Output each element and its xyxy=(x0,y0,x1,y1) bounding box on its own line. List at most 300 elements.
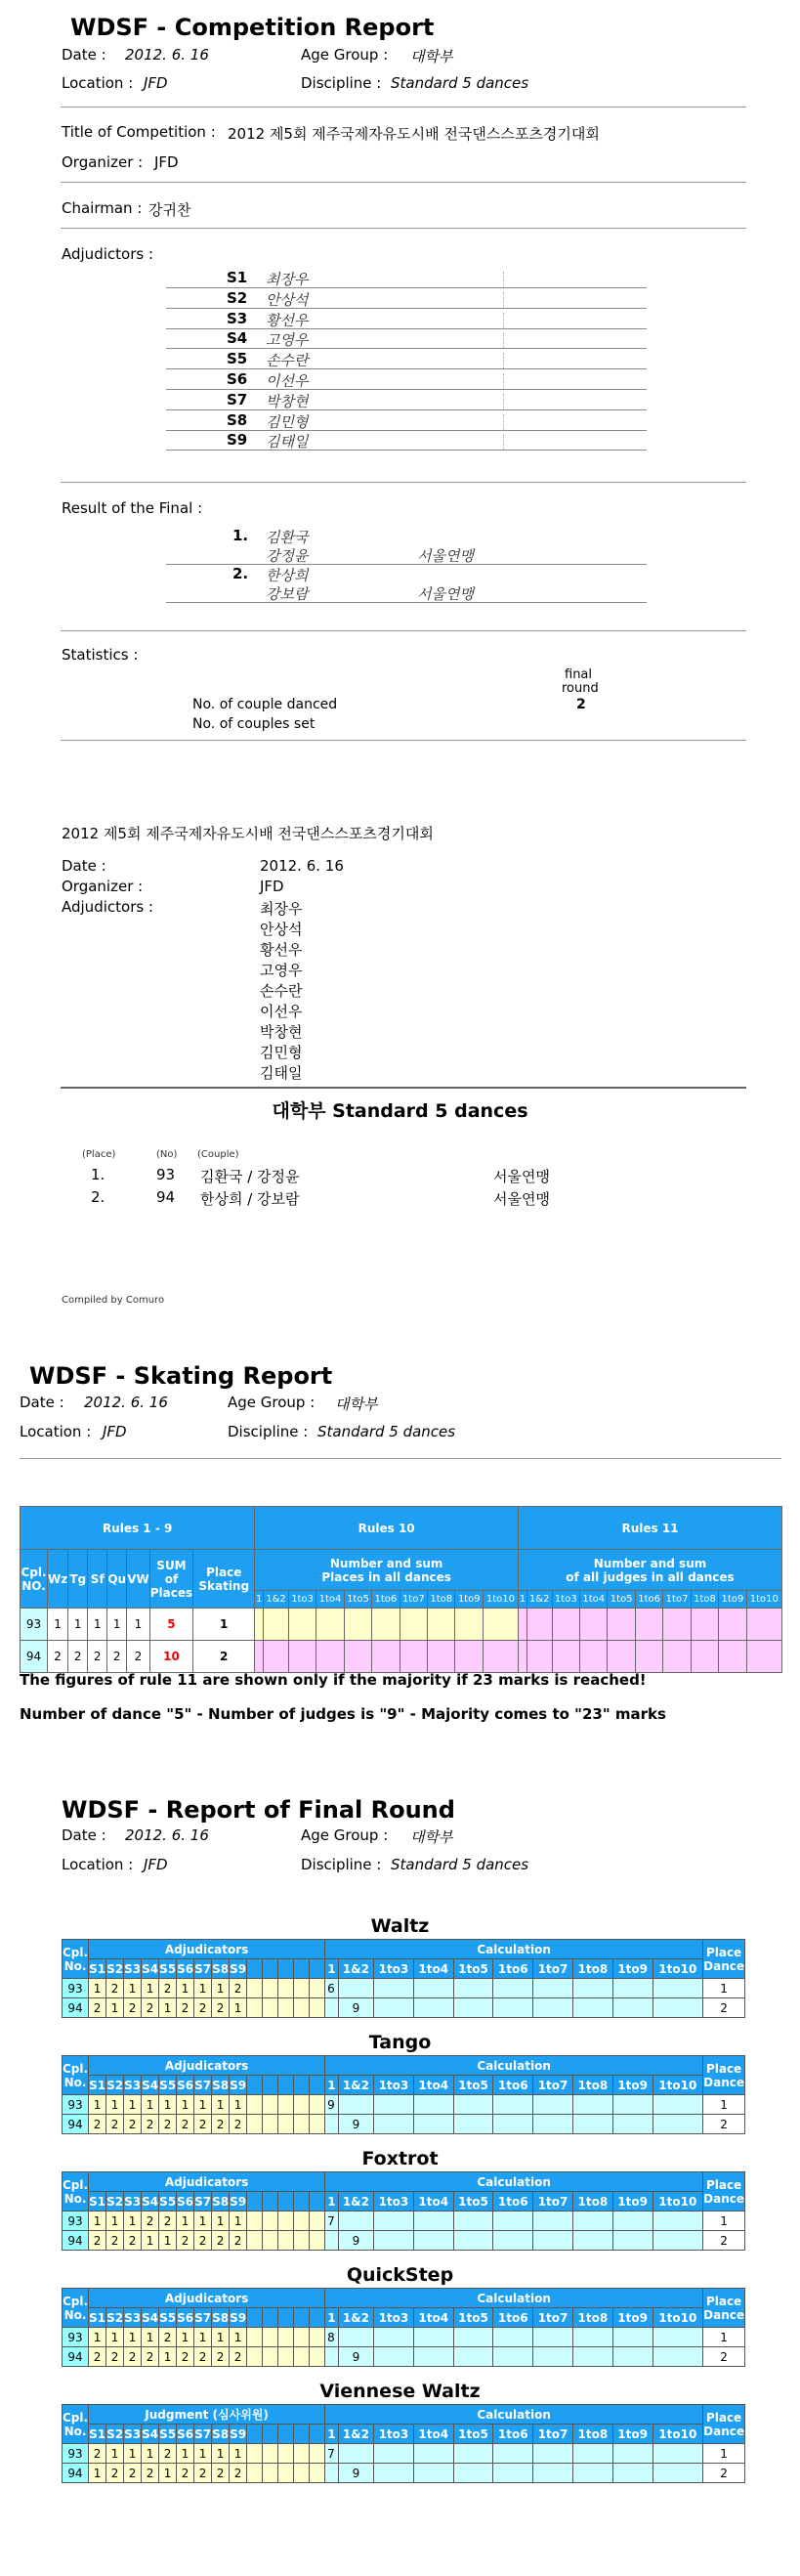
judge-mark: 2 xyxy=(124,2347,142,2367)
calc-col-header: 1to8 xyxy=(691,1591,718,1609)
adjudicators-label: Adjudictors : xyxy=(62,245,153,263)
adjudicator-name: 이선우 xyxy=(266,372,309,390)
calc-cell xyxy=(453,2328,493,2347)
divider xyxy=(61,740,746,741)
organizer-label: Organizer : xyxy=(62,153,144,171)
judge-mark: 1 xyxy=(142,2444,159,2464)
sk-discipline-label: Discipline : xyxy=(228,1423,309,1440)
calc-cell xyxy=(653,2115,703,2134)
rule11-cell xyxy=(663,1641,691,1673)
empty-mark xyxy=(294,2347,310,2367)
judge-mark: 2 xyxy=(142,1998,159,2018)
divider xyxy=(503,414,504,430)
result-club: 서울연맹 xyxy=(417,547,474,565)
place-dance: 1 xyxy=(703,2444,745,2464)
sum-of-places: 5 xyxy=(149,1609,192,1641)
rule11-cell xyxy=(691,1609,718,1641)
adjudicator-name: 황선우 xyxy=(266,311,309,329)
calc-cell xyxy=(653,2444,703,2464)
calc-col-header: 1to4 xyxy=(316,1591,344,1609)
organizer-value: JFD xyxy=(154,153,179,171)
judge-mark: 2 xyxy=(159,2444,177,2464)
judge-mark: 2 xyxy=(177,2347,194,2367)
judge-mark: 2 xyxy=(124,2115,142,2134)
rule10-cell xyxy=(400,1641,427,1673)
judge-mark: 2 xyxy=(106,2347,124,2367)
judge-col-header: S5 xyxy=(159,2076,177,2095)
dance-title: QuickStep xyxy=(346,2264,454,2286)
adjudicator-code: S4 xyxy=(227,329,248,348)
table-row xyxy=(63,2095,745,2115)
table-header-row xyxy=(63,2289,745,2308)
empty-mark xyxy=(263,2231,278,2251)
skating-report-title: WDSF - Skating Report xyxy=(29,1362,333,1390)
calc-cell xyxy=(653,2095,703,2115)
calc-col-header: 1to5 xyxy=(453,2076,493,2095)
table-header-row xyxy=(63,1959,745,1979)
calculation-header: Calculation xyxy=(325,1940,703,1959)
calc-cell xyxy=(572,2347,612,2367)
empty-judge-col xyxy=(310,2308,325,2328)
calc-cell xyxy=(653,1998,703,2018)
judge-mark: 1 xyxy=(142,2095,159,2115)
judge-col-header: S7 xyxy=(194,2076,212,2095)
calc-cell xyxy=(453,2347,493,2367)
calc-col-header: 1to6 xyxy=(493,2076,533,2095)
empty-judge-col xyxy=(263,2076,278,2095)
empty-mark xyxy=(263,2115,278,2134)
dance-place: 1 xyxy=(127,1609,150,1641)
calc-cell xyxy=(493,2444,533,2464)
calc-cell xyxy=(374,1998,414,2018)
rule11-cell xyxy=(519,1609,527,1641)
adjudicator-name: 김태일 xyxy=(266,433,309,451)
final-round-table xyxy=(62,2288,745,2367)
calc-cell xyxy=(612,2464,653,2483)
rule11-cell xyxy=(519,1641,527,1673)
calculation-header: Calculation xyxy=(325,2172,703,2192)
judge-mark: 2 xyxy=(230,1979,247,1998)
calc-1 xyxy=(325,2115,339,2134)
calc-cell xyxy=(612,2444,653,2464)
table-row xyxy=(63,2231,745,2251)
judge-col-header: S7 xyxy=(194,1959,212,1979)
calc-cell xyxy=(533,2095,573,2115)
cpl-header: Cpl. No. xyxy=(63,2172,89,2211)
summary-couple: 한상희 / 강보람 xyxy=(200,1190,300,1208)
judge-mark: 2 xyxy=(194,2464,212,2483)
final-label: final xyxy=(565,667,593,682)
table-row xyxy=(63,1979,745,1998)
empty-mark xyxy=(247,2211,263,2231)
calc-cell xyxy=(413,2095,453,2115)
judge-mark: 2 xyxy=(230,2115,247,2134)
judge-mark: 2 xyxy=(212,1998,230,2018)
divider xyxy=(61,228,746,229)
calc-1: 6 xyxy=(325,1979,339,1998)
empty-mark xyxy=(263,2211,278,2231)
adjudicator-code: S1 xyxy=(227,269,248,286)
judge-mark: 2 xyxy=(212,2115,230,2134)
judge-mark: 2 xyxy=(106,1979,124,1998)
calc-1: 8 xyxy=(325,2328,339,2347)
judge-col-header: S2 xyxy=(106,2192,124,2211)
adjudicator-name: 손수란 xyxy=(266,352,309,370)
judge-mark: 1 xyxy=(89,2464,106,2483)
calc-1and2 xyxy=(338,2444,373,2464)
couples-danced-value: 2 xyxy=(576,697,586,712)
judge-mark: 1 xyxy=(177,2444,194,2464)
calc-col-header: 1to5 xyxy=(344,1591,371,1609)
adjudicator-code: S7 xyxy=(227,390,248,408)
judge-mark: 1 xyxy=(194,1979,212,1998)
calc-col-header: 1to4 xyxy=(413,2192,453,2211)
summary-number: 94 xyxy=(156,1188,176,1206)
calc-col-header: 1to3 xyxy=(374,2076,414,2095)
empty-mark xyxy=(310,2095,325,2115)
cpl-number: 93 xyxy=(63,2444,89,2464)
rules-10-header: Rules 10 xyxy=(255,1507,519,1550)
judge-mark: 1 xyxy=(89,2328,106,2347)
judge-mark: 1 xyxy=(212,2211,230,2231)
adjudicators-header: Judgment (심사위원) xyxy=(89,2405,325,2425)
fr-date-value: 2012. 6. 16 xyxy=(125,1826,209,1844)
result-partner: 강보람 xyxy=(266,585,309,603)
empty-mark xyxy=(263,1979,278,1998)
cpl-number: 94 xyxy=(63,1998,89,2018)
adjudicator-name: 고영우 xyxy=(266,331,309,350)
cpl-header: Cpl. NO. xyxy=(21,1550,48,1609)
judge-col-header: S9 xyxy=(230,2308,247,2328)
empty-judge-col xyxy=(294,2076,310,2095)
judge-col-header: S1 xyxy=(89,2192,106,2211)
calc-1and2: 9 xyxy=(338,2115,373,2134)
table-row xyxy=(63,2211,745,2231)
calc-col-header: 1 xyxy=(325,2308,339,2328)
calc-cell xyxy=(413,1979,453,1998)
calc-cell xyxy=(572,2231,612,2251)
calc-col-header: 1&2 xyxy=(338,2192,373,2211)
empty-mark xyxy=(294,1998,310,2018)
calc-cell xyxy=(374,2464,414,2483)
judge-mark: 2 xyxy=(177,1998,194,2018)
cpl-header: Cpl. No. xyxy=(63,2056,89,2095)
empty-judge-col xyxy=(310,2425,325,2444)
sk-location-value: JFD xyxy=(103,1423,127,1440)
calc-col-header: 1to6 xyxy=(493,1959,533,1979)
calc-col-header: 1to8 xyxy=(572,1959,612,1979)
calc-cell xyxy=(453,1998,493,2018)
place-dance: 1 xyxy=(703,2095,745,2115)
dance-place: 1 xyxy=(68,1609,88,1641)
judge-col-header: S6 xyxy=(177,2192,194,2211)
cpl-number: 93 xyxy=(21,1609,48,1641)
calc-cell xyxy=(493,2211,533,2231)
table-header-row xyxy=(63,1940,745,1959)
calc-1and2 xyxy=(338,2328,373,2347)
adjudicator-row xyxy=(166,309,647,329)
calc-col-header: 1to3 xyxy=(374,2192,414,2211)
judge-mark: 1 xyxy=(106,1998,124,2018)
adjudicator-row xyxy=(166,268,647,288)
calc-1 xyxy=(325,2347,339,2367)
empty-judge-col xyxy=(310,2192,325,2211)
adjudicator-name: 김민형 xyxy=(266,412,309,431)
calc-cell xyxy=(533,2347,573,2367)
judge-mark: 1 xyxy=(194,2444,212,2464)
place-dance-header: Place Dance xyxy=(703,2405,745,2444)
empty-judge-col xyxy=(310,1959,325,1979)
calc-cell xyxy=(533,2115,573,2134)
empty-mark xyxy=(310,2211,325,2231)
age-group-label: Age Group : xyxy=(301,46,389,64)
calc-col-header: 1to4 xyxy=(413,1959,453,1979)
judge-mark: 1 xyxy=(230,1998,247,2018)
empty-mark xyxy=(278,2347,294,2367)
judge-mark: 1 xyxy=(124,2328,142,2347)
table-row xyxy=(21,1641,782,1673)
calc-cell xyxy=(612,1998,653,2018)
empty-judge-col xyxy=(278,2076,294,2095)
place-dance: 2 xyxy=(703,2231,745,2251)
calc-1: 7 xyxy=(325,2211,339,2231)
calc-col-header: 1&2 xyxy=(338,1959,373,1979)
calc-col-header: 1to7 xyxy=(400,1591,427,1609)
judge-col-header: S4 xyxy=(142,2076,159,2095)
adjudicator-name: 최장우 xyxy=(266,271,309,288)
judge-col-header: S8 xyxy=(212,2076,230,2095)
judge-mark: 2 xyxy=(89,2115,106,2134)
calc-cell xyxy=(374,2095,414,2115)
calc-col-header: 1to8 xyxy=(572,2076,612,2095)
empty-mark xyxy=(247,2347,263,2367)
place-skating-header: Place Skating xyxy=(193,1550,255,1609)
calc-cell xyxy=(413,2347,453,2367)
rule11-cell xyxy=(580,1641,608,1673)
empty-mark xyxy=(263,2347,278,2367)
empty-mark xyxy=(247,2328,263,2347)
calc-cell xyxy=(612,1979,653,1998)
summary-event-title: 대학부 Standard 5 dances xyxy=(272,1100,528,1122)
judge-mark: 2 xyxy=(142,2115,159,2134)
judge-mark: 2 xyxy=(159,1979,177,1998)
cpl-header: Cpl. No. xyxy=(63,2405,89,2444)
divider xyxy=(61,182,746,183)
competition-report-title: WDSF - Competition Report xyxy=(70,14,435,41)
rule11-cell xyxy=(608,1609,635,1641)
dance-place: 1 xyxy=(107,1609,127,1641)
summary-organizer-label: Organizer : xyxy=(62,878,144,895)
empty-mark xyxy=(278,2095,294,2115)
calc-col-header: 1to5 xyxy=(453,2192,493,2211)
calculation-header: Calculation xyxy=(325,2056,703,2076)
calc-cell xyxy=(653,2347,703,2367)
result-partner: 김환국 xyxy=(266,529,309,546)
dance-place: 1 xyxy=(48,1609,68,1641)
rule10-cell xyxy=(255,1609,264,1641)
judge-mark: 1 xyxy=(159,2464,177,2483)
summary-date-value: 2012. 6. 16 xyxy=(260,857,344,875)
age-group-value: 대학부 xyxy=(410,48,453,65)
judge-mark: 2 xyxy=(230,2347,247,2367)
calc-cell xyxy=(572,2095,612,2115)
summary-number: 93 xyxy=(156,1166,176,1183)
table-row xyxy=(63,2464,745,2483)
place-dance: 2 xyxy=(703,2347,745,2367)
dance-place: 2 xyxy=(127,1641,150,1673)
summary-comp-title: 2012 제5회 제주국제자유도시배 전국댄스스포츠경기대회 xyxy=(62,825,434,842)
calc-cell xyxy=(493,1979,533,1998)
judge-mark: 2 xyxy=(194,1998,212,2018)
calc-col-header: 1to7 xyxy=(533,1959,573,1979)
place-dance: 2 xyxy=(703,2115,745,2134)
empty-mark xyxy=(247,2115,263,2134)
rule11-cell xyxy=(691,1641,718,1673)
empty-mark xyxy=(263,2464,278,2483)
judge-mark: 2 xyxy=(212,2231,230,2251)
calc-col-header: 1to6 xyxy=(635,1591,662,1609)
calc-1and2: 9 xyxy=(338,2347,373,2367)
rule10-cell xyxy=(428,1609,455,1641)
calc-cell xyxy=(653,1979,703,1998)
calc-col-header: 1to8 xyxy=(572,2425,612,2444)
place-dance-header: Place Dance xyxy=(703,2172,745,2211)
judge-col-header: S2 xyxy=(106,2425,124,2444)
sum-header: SUM of Places xyxy=(149,1550,192,1609)
table-header-row xyxy=(63,2192,745,2211)
summary-adjudicator-name: 안상석 xyxy=(260,921,303,938)
rule10-cell xyxy=(344,1641,371,1673)
empty-mark xyxy=(310,1998,325,2018)
sk-discipline-value: Standard 5 dances xyxy=(317,1423,456,1440)
calc-cell xyxy=(533,2231,573,2251)
empty-mark xyxy=(247,2231,263,2251)
discipline-label: Discipline : xyxy=(301,74,382,92)
calc-col-header: 1to5 xyxy=(453,2308,493,2328)
summary-place: 1. xyxy=(91,1166,105,1183)
result-club: 서울연맹 xyxy=(417,585,474,603)
calc-cell xyxy=(493,2464,533,2483)
judge-mark: 2 xyxy=(194,2347,212,2367)
final-round-table xyxy=(62,2171,745,2251)
rule10-cell xyxy=(483,1641,518,1673)
calc-cell xyxy=(533,2328,573,2347)
calc-cell xyxy=(453,2231,493,2251)
calc-cell xyxy=(653,2464,703,2483)
cpl-number: 93 xyxy=(63,1979,89,1998)
dance-title: Tango xyxy=(368,2032,432,2053)
calculation-header: Calculation xyxy=(325,2405,703,2425)
judge-mark: 1 xyxy=(177,2328,194,2347)
calc-col-header: 1to4 xyxy=(413,2076,453,2095)
empty-judge-col xyxy=(278,2425,294,2444)
result-partner: 강정윤 xyxy=(266,547,309,565)
judge-mark: 2 xyxy=(89,1998,106,2018)
judge-col-header: S6 xyxy=(177,1959,194,1979)
adjudicators-header: Adjudicators xyxy=(89,2056,325,2076)
judge-mark: 2 xyxy=(177,2115,194,2134)
cpl-number: 94 xyxy=(63,2115,89,2134)
calc-cell xyxy=(413,2115,453,2134)
dance-col-header: Sf xyxy=(88,1550,107,1609)
rule11-cell xyxy=(526,1609,552,1641)
dance-col-header: Qu xyxy=(107,1550,127,1609)
judge-col-header: S8 xyxy=(212,1959,230,1979)
judge-mark: 1 xyxy=(89,2095,106,2115)
judge-col-header: S1 xyxy=(89,2425,106,2444)
judge-mark: 2 xyxy=(177,2464,194,2483)
calc-col-header: 1to5 xyxy=(453,1959,493,1979)
adjudicator-code: S6 xyxy=(227,370,248,388)
place-skating: 2 xyxy=(193,1641,255,1673)
rules-10-sub2: Places in all dances xyxy=(321,1569,451,1584)
divider xyxy=(503,313,504,328)
judge-col-header: S7 xyxy=(194,2192,212,2211)
divider xyxy=(61,482,746,483)
sk-age-value: 대학부 xyxy=(335,1395,378,1413)
judge-mark: 2 xyxy=(89,2347,106,2367)
cpl-number: 93 xyxy=(63,2095,89,2115)
calc-col-header: 1to6 xyxy=(493,2192,533,2211)
location-value: JFD xyxy=(144,74,168,92)
rule11-cell xyxy=(552,1609,579,1641)
summary-club: 서울연맹 xyxy=(493,1168,550,1185)
judge-mark: 2 xyxy=(142,2464,159,2483)
calc-1and2 xyxy=(338,2211,373,2231)
final-round-title: WDSF - Report of Final Round xyxy=(62,1796,455,1824)
empty-mark xyxy=(278,2328,294,2347)
calc-col-header: 1to6 xyxy=(493,2308,533,2328)
calc-cell xyxy=(612,2211,653,2231)
divider xyxy=(166,602,647,603)
calc-cell xyxy=(374,2444,414,2464)
calc-col-header: 1to5 xyxy=(453,2425,493,2444)
calc-cell xyxy=(533,1998,573,2018)
summary-organizer-value: JFD xyxy=(260,878,284,895)
rule11-cell xyxy=(608,1641,635,1673)
couples-danced-label: No. of couple danced xyxy=(192,697,338,712)
judge-mark: 1 xyxy=(177,2095,194,2115)
rule10-cell xyxy=(255,1641,264,1673)
calc-1 xyxy=(325,1998,339,2018)
divider xyxy=(503,353,504,368)
calc-1and2 xyxy=(338,2095,373,2115)
summary-place: 2. xyxy=(91,1188,105,1206)
calc-col-header: 1to3 xyxy=(552,1591,579,1609)
calc-col-header: 1&2 xyxy=(338,2076,373,2095)
rules-11-sub1: Number and sum xyxy=(593,1556,707,1570)
judge-col-header: S2 xyxy=(106,2308,124,2328)
rule11-cell xyxy=(663,1609,691,1641)
calc-col-header: 1 xyxy=(325,1959,339,1979)
adjudicator-code: S2 xyxy=(227,288,248,307)
judge-mark: 1 xyxy=(159,2347,177,2367)
table-row xyxy=(63,2444,745,2464)
divider xyxy=(61,630,746,631)
judge-mark: 1 xyxy=(106,2095,124,2115)
divider xyxy=(503,373,504,389)
judge-mark: 1 xyxy=(142,2231,159,2251)
judge-mark: 1 xyxy=(142,2328,159,2347)
calc-cell xyxy=(413,2464,453,2483)
rules-11-sub2: of all judges in all dances xyxy=(566,1569,735,1584)
dance-title: Waltz xyxy=(370,1915,430,1937)
calc-cell xyxy=(493,2231,533,2251)
calc-cell xyxy=(413,2231,453,2251)
rules-11-header: Rules 11 xyxy=(519,1507,782,1550)
empty-judge-col xyxy=(294,2308,310,2328)
summary-club: 서울연맹 xyxy=(493,1190,550,1208)
